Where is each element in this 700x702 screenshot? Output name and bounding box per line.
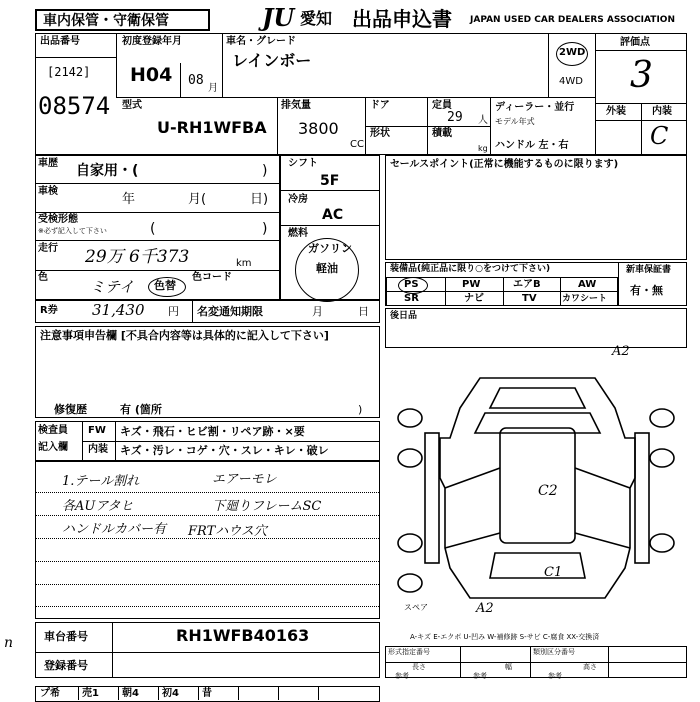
inspection-day: 日) [250, 192, 269, 207]
usage-value: 自家用・( [76, 163, 139, 179]
type-label: 型式 [122, 100, 142, 111]
equip-navi: ナビ [464, 293, 484, 304]
note-house-hole: FRTハウス穴 [188, 524, 267, 539]
diagram-tire-bl [398, 574, 422, 592]
model-designation-label: 形式指定番号 [388, 648, 430, 656]
diagram-tire-mr [650, 534, 674, 552]
damage-legend: A-キズ E-エクボ U-凹み W-補修跡 S-サビ C-腐食 XX-交換済 [410, 633, 600, 641]
fw-label: FW [88, 425, 106, 436]
diagram-side-left [425, 433, 439, 563]
inspection-month: 月( [188, 192, 207, 207]
car-diagram [385, 348, 687, 620]
dealer-label: ディーラー・並行 [495, 102, 575, 113]
handle-label: ハンドル 左・右 [495, 140, 569, 151]
diagram-tire-rl [398, 449, 422, 467]
model-label: 車名・グレード [226, 36, 296, 47]
fuel-label: 燃料 [288, 228, 308, 239]
diagram-tire-fl [398, 409, 422, 427]
load-label: 積載 [432, 128, 452, 139]
first-reg-era-year: H04 [130, 64, 173, 86]
model-name: レインボー [232, 51, 312, 70]
yen-unit: 円 [168, 305, 179, 318]
km-unit: km [236, 258, 252, 269]
kg-unit: kg [478, 144, 488, 153]
ac-label: 冷房 [288, 194, 308, 205]
repair-value: 有 (箇所 [120, 403, 162, 416]
bottom-cell-0: プ希 [40, 688, 60, 699]
length-label: 長さ [412, 663, 426, 671]
sales-point-box [385, 155, 687, 260]
recv-close: ) [262, 221, 268, 237]
height-label: 高さ [583, 663, 597, 671]
note-tail-lamp: 1.テール割れ [62, 474, 140, 489]
recv-open: ( [150, 221, 156, 237]
fw-items: キズ・飛石・ヒビ割・リペア跡・×要 [120, 425, 305, 438]
mileage-value: 29万 6千373 [85, 247, 190, 267]
storage-label: 車内保管・守衛保管 [43, 13, 169, 29]
org-name: 愛知 [300, 9, 333, 28]
equip-ps: PS [404, 279, 419, 290]
damage-mark-roof: C2 [538, 483, 558, 499]
equip-aw: AW [578, 279, 597, 290]
diagram-tire-ml [398, 534, 422, 552]
capacity-label: 定員 [432, 100, 452, 111]
rear-items-box [385, 308, 687, 348]
ac-value: AC [322, 207, 344, 223]
note-panels: 各AUアタヒ [62, 499, 134, 514]
fuel-light-oil: 軽油 [316, 262, 338, 275]
recv-label: 受検形態 [38, 214, 78, 225]
notice-label: 名変通知期限 [197, 305, 263, 318]
diagram-hood [475, 413, 600, 433]
color-value: ミテイ [90, 278, 134, 296]
interior-grade: C [650, 122, 669, 150]
damage-mark-rear: C1 [544, 565, 563, 580]
lot-number: 08574 [38, 92, 111, 120]
width-ref: 参考 [473, 672, 487, 680]
first-reg-label: 初度登録年月 [122, 36, 182, 47]
fuel-value: ガソリン [308, 242, 352, 255]
displacement-label: 排気量 [281, 100, 311, 111]
bottom-cell-4: 昔 [202, 688, 212, 699]
warranty-label: 新車保証書 [626, 265, 672, 275]
shape-label: 形状 [370, 128, 390, 139]
inspection-label: 車検 [38, 186, 58, 197]
sales-point-label: セールスポイント(正常に機能するものに限ります) [390, 159, 619, 170]
note-air-leak: エアーモレ [212, 472, 277, 487]
int-label: 内装 [88, 444, 108, 455]
warranty-value: 有・無 [630, 284, 663, 297]
model-year-label: モデル年式 [495, 117, 535, 126]
rear-items-label: 後日品 [390, 311, 418, 321]
inspector-label: 検査員 [38, 425, 68, 436]
registration-label: 登録番号 [44, 659, 88, 672]
document-title: 出品申込書 [352, 7, 452, 31]
note-frame: 下廻りフレームSC [212, 499, 322, 514]
score-value: 3 [630, 55, 653, 96]
diagram-rear-window [490, 553, 585, 578]
repair-close: ) [358, 403, 363, 416]
equip-tv: TV [522, 293, 537, 304]
diagram-side-right [635, 433, 649, 563]
side-mark: n [4, 635, 14, 651]
capacity-value: 29 [447, 110, 463, 125]
equip-kawa-seat: カワシート [562, 294, 608, 304]
damage-mark-front: A2 [612, 344, 630, 359]
exterior-label: 外装 [606, 106, 626, 117]
lot-label: 出品番号 [40, 36, 80, 47]
width-label: 幅 [505, 663, 512, 671]
cc-unit: CC [350, 139, 364, 150]
record-label: 記入欄 [38, 442, 68, 453]
model-code: U-RH1WFBA [157, 118, 267, 137]
month-unit: 月 [208, 83, 218, 94]
notice-day: 日 [358, 305, 369, 318]
diagram-tire-rr [650, 449, 674, 467]
recv-sub: ※必ず記入して下さい [38, 227, 107, 235]
equipment-label: 装備品(純正品に限り○をつけて下さい) [390, 264, 551, 274]
equip-sr: SR [404, 293, 419, 304]
inspection-year: 年 [122, 192, 136, 207]
mileage-label: 走行 [38, 243, 58, 254]
bottom-cell-3: 初4 [162, 688, 179, 699]
first-reg-month: 08 [188, 73, 204, 88]
equip-airbag: エアB [513, 279, 541, 290]
chassis-label: 車台番号 [44, 630, 88, 643]
usage-label: 車歴 [38, 158, 58, 169]
int-items: キズ・汚レ・コゲ・穴・スレ・キレ・破レ [120, 444, 329, 457]
notice-month: 月 [312, 305, 323, 318]
equip-pw: PW [462, 279, 481, 290]
r-ken-label: R券 [40, 305, 58, 316]
damage-mark-bottom: A2 [476, 601, 494, 616]
height-ref: 参考 [548, 672, 562, 680]
shift-label: シフト [288, 158, 318, 169]
displacement-value: 3800 [298, 119, 339, 138]
length-ref: 参考 [395, 672, 409, 680]
drive-4wd: 4WD [559, 76, 583, 87]
door-label: ドア [370, 100, 390, 111]
shift-value: 5F [320, 173, 340, 189]
diagram-windshield [490, 388, 585, 408]
notes-header: 注意事項申告欄 [不具合内容等は具体的に記入して下さい] [40, 329, 329, 342]
bottom-cell-1: 売1 [82, 688, 99, 699]
org-english: JAPAN USED CAR DEALERS ASSOCIATION [470, 15, 675, 25]
drive-2wd: 2WD [559, 47, 586, 58]
usage-close: ) [262, 163, 268, 179]
chassis-number: RH1WFB40163 [176, 626, 310, 645]
note-handle-cover: ハンドルカバー有 [62, 522, 167, 537]
top-info-block [35, 33, 687, 155]
lot-sub-number: [2142] [47, 65, 91, 79]
bottom-cell-2: 朝4 [122, 688, 139, 699]
repair-label: 修復歴 [54, 403, 87, 416]
color-change: 色替 [154, 279, 176, 292]
r-ken-value: 31,430 [92, 301, 145, 319]
color-code-label: 色コード [192, 272, 232, 283]
interior-label: 内装 [652, 106, 672, 117]
class-number-label: 類別区分番号 [533, 648, 575, 656]
ju-logo: JU [262, 3, 295, 32]
spare-label: スペア [404, 603, 428, 612]
diagram-tire-fr [650, 409, 674, 427]
storage-label-box [35, 9, 210, 31]
capacity-unit: 人 [478, 115, 488, 126]
color-label: 色 [38, 272, 48, 283]
score-label: 評価点 [620, 37, 650, 48]
